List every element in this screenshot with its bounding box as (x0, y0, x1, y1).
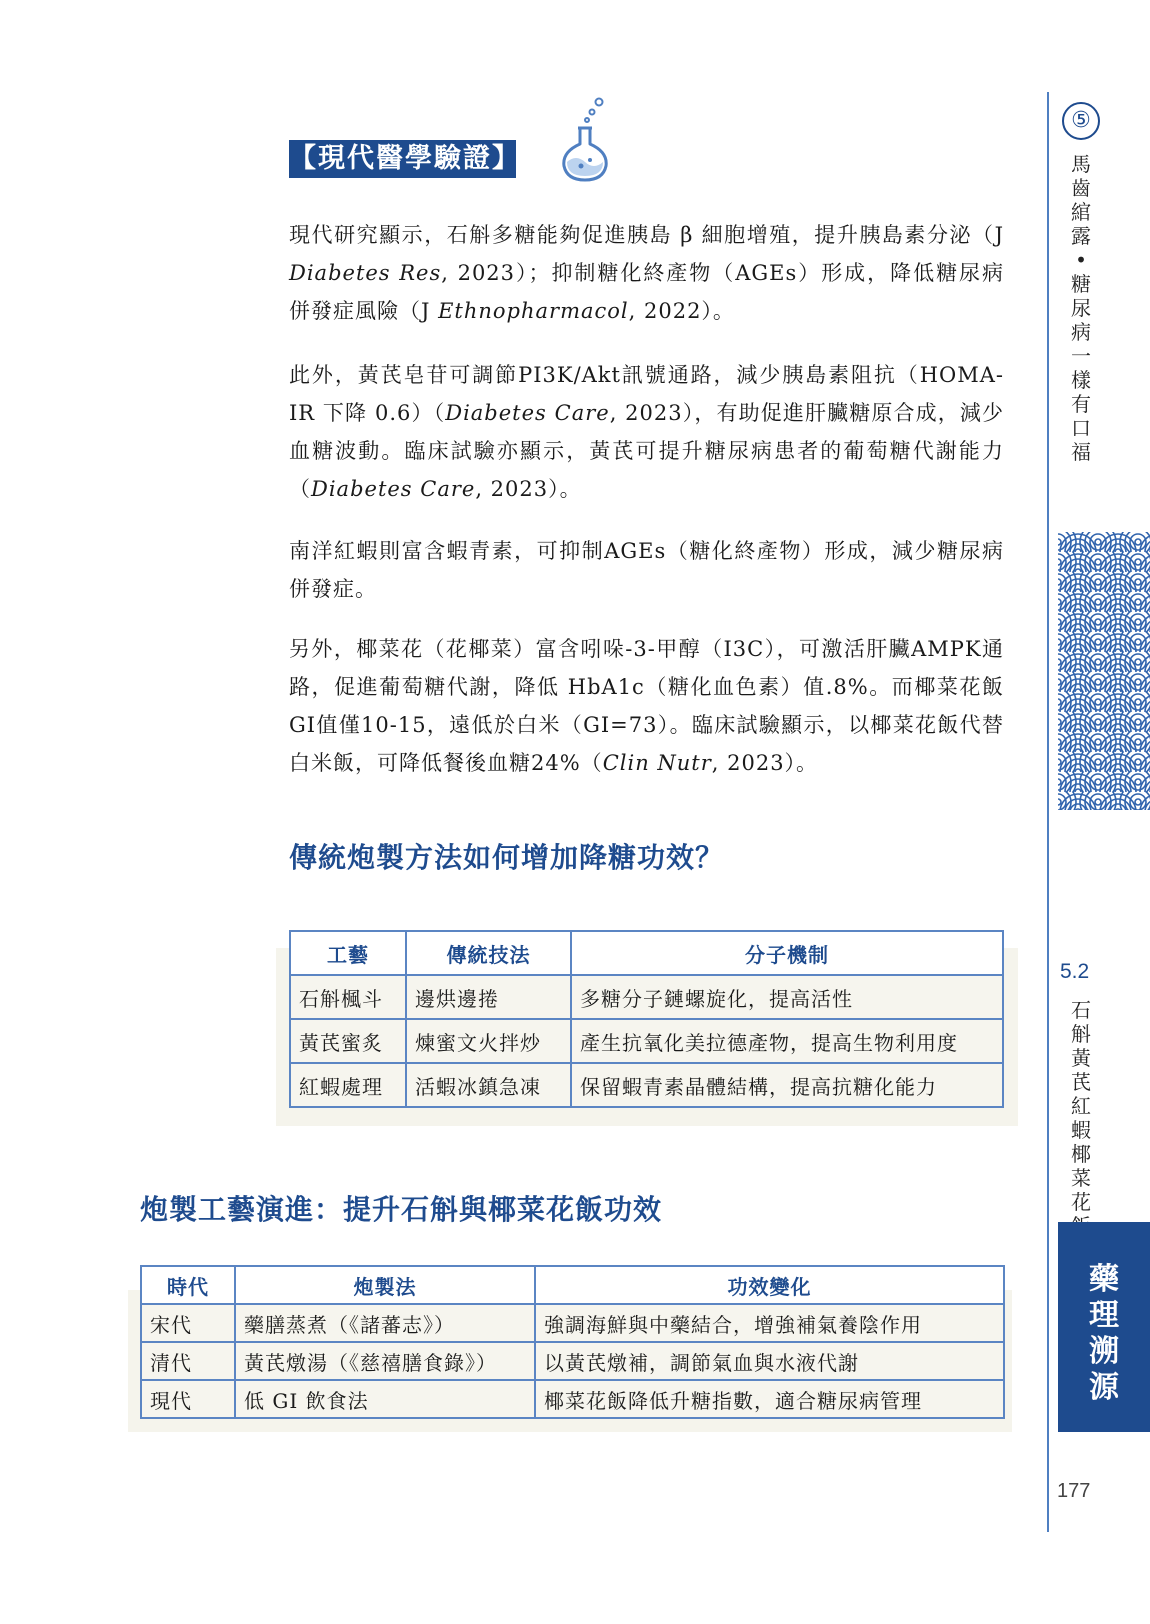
table-cell: 清代 (141, 1342, 235, 1380)
table-cell: 黃芪蜜炙 (290, 1019, 406, 1063)
table-row (141, 1304, 1004, 1342)
table-cell: 以黃芪燉補，調節氣血與水液代謝 (535, 1342, 1004, 1380)
paragraph-1: 現代研究顯示，石斛多糖能夠促進胰島 β 細胞增殖，提升胰島素分泌（J Diabetes Res, 2023）；抑制糖化終產物（AGEs）形成，降低糖尿病併發症風險（J Ethnopharmacol, 2022）。 (289, 223, 1005, 323)
flask-icon (559, 96, 611, 184)
table-processing-methods (289, 930, 1004, 1108)
chapter-number: ⑤ (1062, 102, 1100, 140)
table-cell: 藥膳蒸煮（《諸蕃志》） (235, 1304, 535, 1342)
table-cell: 煉蜜文火拌炒 (406, 1019, 571, 1063)
table-cell: 保留蝦青素晶體結構，提高抗糖化能力 (571, 1063, 1003, 1107)
col-header-era: 時代 (141, 1266, 235, 1304)
table-cell: 低 GI 飲食法 (235, 1380, 535, 1418)
table-evolution (140, 1265, 1005, 1419)
col-header-method: 炮製法 (235, 1266, 535, 1304)
col-header-mechanism: 分子機制 (571, 931, 1003, 975)
section-heading-2: 炮製工藝演進：提升石斛與椰菜花飯功效 (140, 1193, 663, 1226)
table-row (141, 1342, 1004, 1380)
table-cell: 椰菜花飯降低升糖指數，適合糖尿病管理 (535, 1380, 1004, 1418)
paragraph-4: 另外，椰菜花（花椰菜）富含吲哚-3-甲醇（I3C），可激活肝臟AMPK通路，促進葡萄糖代謝，降低 HbA1c（糖化血色素）值.8%。而椰菜花飯GI值僅10-15，遠低於白米（GI=73）。臨床試驗顯示，以椰菜花飯代替白米飯，可降低餐後血糖24%（Clin Nutr, 2023）。 (289, 637, 1004, 775)
wave-pattern (1058, 532, 1150, 810)
table-cell: 宋代 (141, 1304, 235, 1342)
table-row (290, 1019, 1003, 1063)
table-cell: 多糖分子鏈螺旋化，提高活性 (571, 975, 1003, 1019)
table-cell: 現代 (141, 1380, 235, 1418)
table-cell: 產生抗氧化美拉德產物，提高生物利用度 (571, 1019, 1003, 1063)
section-title: 石 斛 黃 芪 紅 蝦 椰 菜 花 (1071, 998, 1091, 1214)
col-header-effect: 功效變化 (535, 1266, 1004, 1304)
chapter-title: 馬 齒 綰 露 • 糖 尿 病 一 樣 有 口 福 (1071, 152, 1091, 464)
paragraph-3: 南洋紅蝦則富含蝦青素，可抑制AGEs（糖化終產物）形成，減少糖尿病併發症。 (289, 539, 1004, 601)
table-cell: 石斛楓斗 (290, 975, 406, 1019)
col-header-technique: 傳統技法 (406, 931, 571, 975)
table-row (290, 1063, 1003, 1107)
table-row (290, 975, 1003, 1019)
table-cell: 活蝦冰鎮急凍 (406, 1063, 571, 1107)
section-heading-1: 傳統炮製方法如何增加降糖功效？ (289, 841, 725, 874)
section-number: 5.2 (1060, 960, 1090, 983)
tab-label: 藥 理 溯 源 (1089, 1262, 1119, 1405)
table-cell: 強調海鮮與中藥結合，增強補氣養陰作用 (535, 1304, 1004, 1342)
thumb-tab (1058, 1222, 1150, 1432)
page-number: 177 (1057, 1480, 1091, 1502)
section-badge: 【現代醫學驗證】 (289, 140, 516, 178)
table-row (141, 1380, 1004, 1418)
col-header-craft: 工藝 (290, 931, 406, 975)
table-cell: 黃芪燉湯（《慈禧膳食錄》） (235, 1342, 535, 1380)
table-cell: 紅蝦處理 (290, 1063, 406, 1107)
table-cell: 邊烘邊捲 (406, 975, 571, 1019)
paragraph-2: 此外，黃芪皂苷可調節PI3K/Akt訊號通路，減少胰島素阻抗（HOMA-IR 下降 0.6）（Diabetes Care, 2023），有助促進肝臟糖原合成，減少血糖波動。臨床試驗亦顯示，黃芪可提升糖尿病患者的葡萄糖代謝能力（Diabetes Care, 2023）。 (289, 363, 1004, 501)
sidebar-rule (1047, 92, 1049, 1532)
